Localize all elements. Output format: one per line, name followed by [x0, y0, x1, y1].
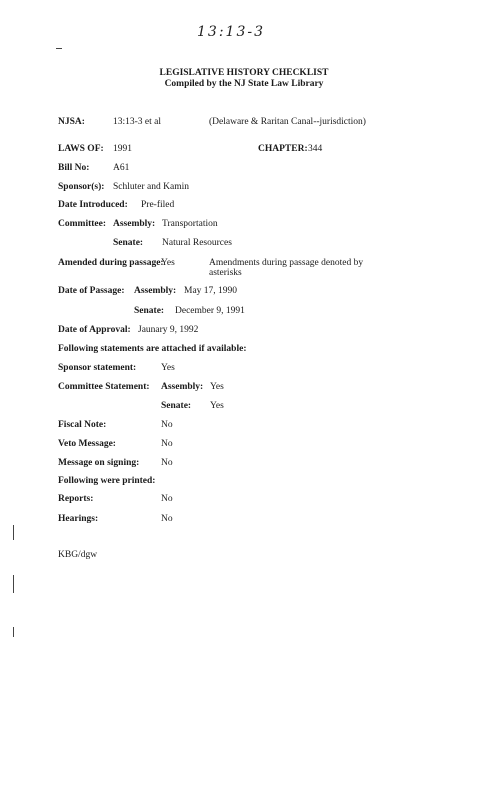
sponsor-statement-label: Sponsor statement:: [58, 363, 137, 373]
date-of-passage-label: Date of Passage:: [58, 286, 125, 296]
amended-note-line2: asterisks: [209, 268, 242, 278]
njsa-value: 13:13-3 et al: [113, 117, 162, 127]
message-on-signing-label: Message on signing:: [58, 458, 140, 468]
fiscal-note-label: Fiscal Note:: [58, 420, 107, 430]
sponsor-statement-value: Yes: [161, 363, 175, 373]
sponsors-label: Sponsor(s):: [58, 182, 105, 192]
fiscal-note-value: No: [161, 420, 173, 430]
veto-message-label: Veto Message:: [58, 439, 116, 449]
committee-statement-label: Committee Statement:: [58, 382, 150, 392]
passage-senate-value: December 9, 1991: [175, 306, 245, 316]
scan-mark: [13, 525, 14, 540]
scan-mark: [56, 48, 62, 49]
date-of-approval-label: Date of Approval:: [58, 325, 131, 335]
committee-statement-senate-value: Yes: [210, 401, 224, 411]
laws-of-value: 1991: [113, 144, 132, 154]
printed-heading: Following were printed:: [58, 476, 156, 486]
hearings-value: No: [161, 514, 173, 524]
passage-assembly-value: May 17, 1990: [184, 286, 238, 296]
date-introduced-label: Date Introduced:: [58, 200, 128, 210]
attached-heading: Following statements are attached if available:: [58, 344, 247, 354]
scan-mark: [13, 575, 14, 593]
reports-value: No: [161, 494, 173, 504]
committee-senate-label: Senate:: [113, 238, 144, 248]
amended-note-line1: Amendments during passage denoted by: [209, 258, 364, 268]
date-introduced-value: Pre-filed: [141, 200, 175, 210]
passage-assembly-label: Assembly:: [134, 286, 177, 296]
committee-statement-assembly-label: Assembly:: [161, 382, 204, 392]
committee-label: Committee:: [58, 219, 107, 229]
committee-senate-value: Natural Resources: [162, 238, 232, 248]
committee-statement-assembly-value: Yes: [210, 382, 224, 392]
bill-no-value: A61: [113, 163, 130, 173]
message-on-signing-value: No: [161, 458, 173, 468]
page-title: LEGISLATIVE HISTORY CHECKLIST: [159, 68, 329, 78]
committee-assembly-value: Transportation: [162, 219, 218, 229]
hearings-label: Hearings:: [58, 514, 99, 524]
bill-no-label: Bill No:: [58, 163, 90, 173]
njsa-label: NJSA:: [58, 117, 85, 127]
reports-label: Reports:: [58, 494, 94, 504]
passage-senate-label: Senate:: [134, 306, 165, 316]
handwritten-number: 13:13-3: [197, 24, 265, 40]
laws-of-label: LAWS OF:: [58, 144, 104, 154]
page-subtitle: Compiled by the NJ State Law Library: [164, 79, 324, 89]
date-of-approval-value: Jaunary 9, 1992: [138, 325, 199, 335]
scan-mark: [13, 627, 14, 637]
committee-assembly-label: Assembly:: [113, 219, 156, 229]
amended-value: Yes: [161, 258, 175, 268]
amended-label: Amended during passage:: [58, 258, 164, 268]
committee-statement-senate-label: Senate:: [161, 401, 192, 411]
chapter-label: CHAPTER:: [258, 144, 308, 154]
njsa-note: (Delaware & Raritan Canal--jurisdiction): [209, 117, 366, 127]
initials: KBG/dgw: [58, 550, 98, 560]
veto-message-value: No: [161, 439, 173, 449]
sponsors-value: Schluter and Kamin: [113, 182, 189, 192]
chapter-value: 344: [308, 144, 323, 154]
